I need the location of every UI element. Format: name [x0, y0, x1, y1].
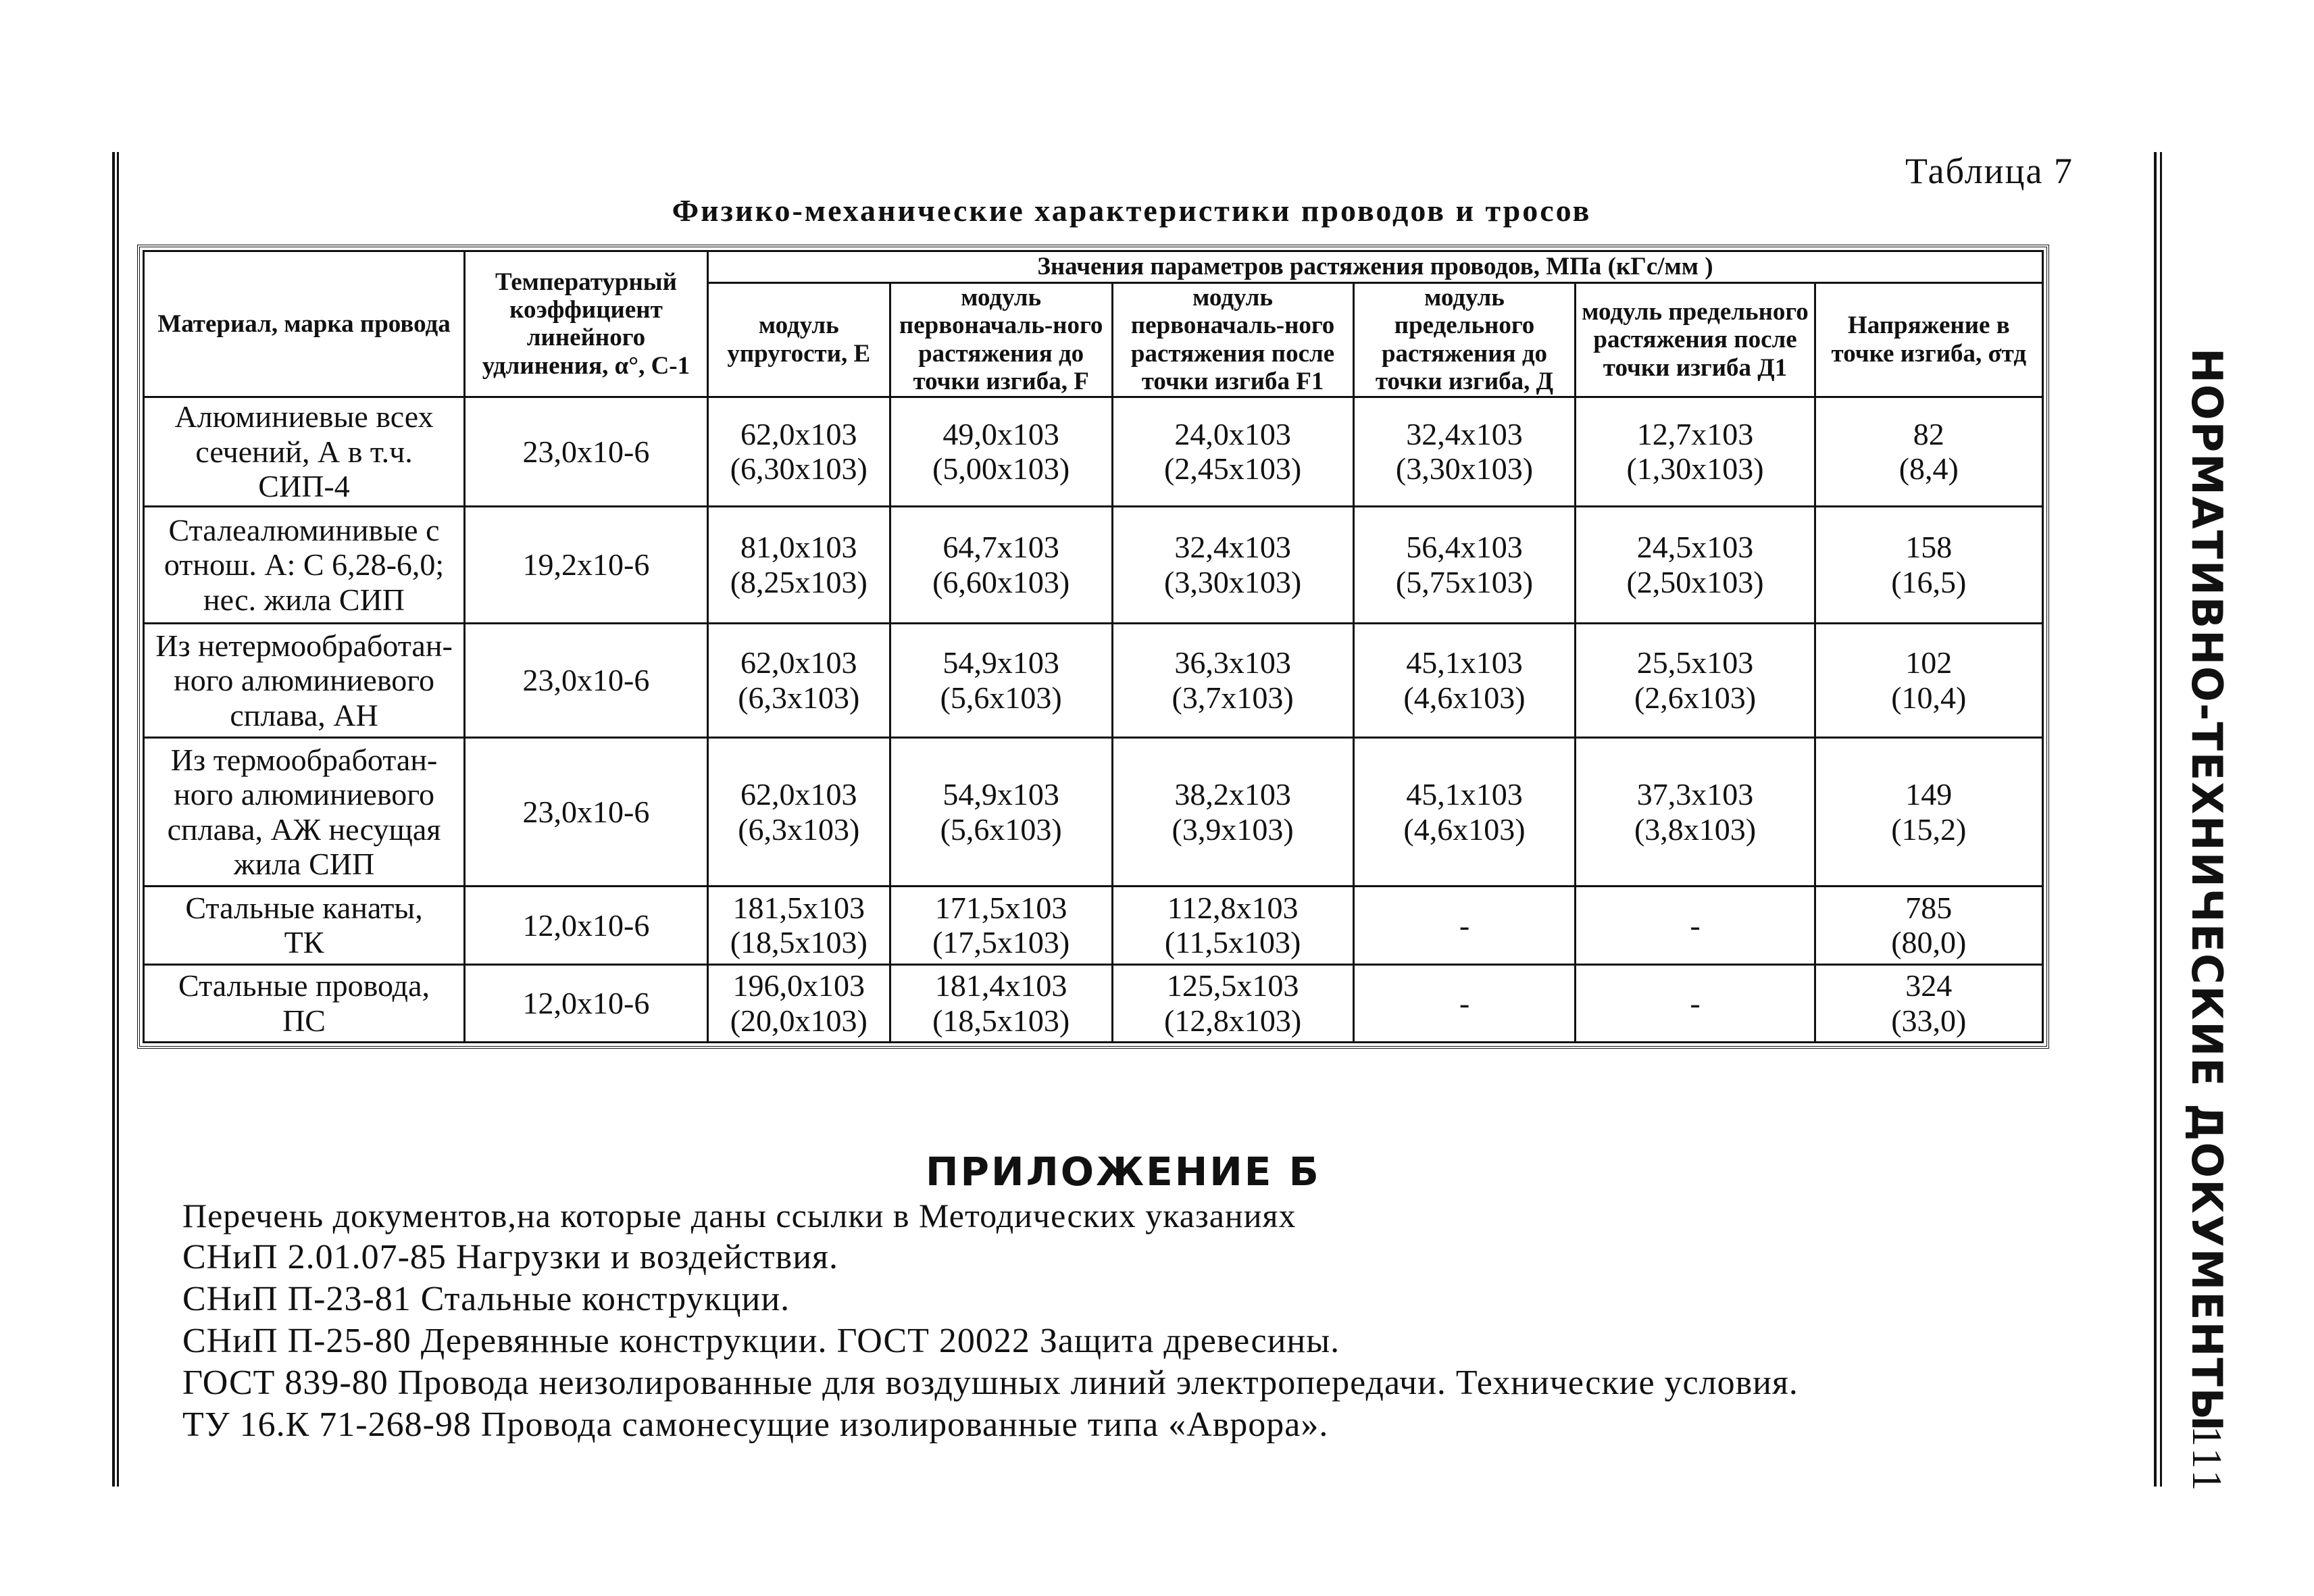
value-mpa: 12,7x103 [1636, 416, 1754, 451]
value-mpa: 25,5x103 [1636, 645, 1754, 680]
value-kgf: (33,0) [1891, 1003, 1967, 1038]
value-kgf: (18,5x103) [932, 1003, 1070, 1038]
page-frame-left [112, 152, 119, 1487]
value-mpa: 37,3x103 [1636, 777, 1754, 812]
value-mpa: - [1459, 907, 1470, 943]
cell-temperature-coefficient: 23,0x10-6 [465, 397, 708, 506]
material-line: сплава, АН [230, 697, 378, 732]
value-kgf: (5,6x103) [940, 812, 1062, 847]
value-mpa: 324 [1905, 968, 1953, 1003]
value-kgf: (2,50x103) [1626, 565, 1764, 599]
value-kgf: (4,6x103) [1403, 680, 1526, 715]
value-mpa: 181,5x103 [732, 890, 865, 925]
value-kgf: (6,3x103) [738, 812, 860, 847]
cell-value [890, 887, 1112, 964]
cell-value [890, 737, 1112, 886]
cell-temperature-coefficient: 12,0x10-6 [465, 964, 708, 1042]
material-line: жила СИП [233, 847, 375, 882]
header-initial-modulus-before-bend: модуль первоначаль-ного растяжения до точки изгиба, F [890, 283, 1112, 397]
value-mpa: 81,0x103 [740, 530, 857, 565]
material-line: Алюминиевые всех [174, 399, 434, 434]
value-kgf: (6,60x103) [932, 565, 1070, 599]
cell-value [707, 737, 890, 886]
value-mpa: 62,0x103 [740, 416, 857, 451]
cell-value [1576, 507, 1815, 624]
header-bend-point-stress: Напряжение в точке изгиба, σтд [1815, 283, 2042, 397]
header-initial-modulus-after-bend: модуль первоначаль-ного растяжения после точки изгиба F1 [1112, 283, 1353, 397]
cell-value [1112, 507, 1353, 624]
cell-value [1112, 887, 1353, 964]
cell-value [1112, 737, 1353, 886]
value-mpa: 56,4x103 [1406, 530, 1523, 565]
material-line: Стальные канаты, [185, 890, 423, 925]
material-line: сплава, АЖ несущая [167, 812, 441, 847]
cell-value [1353, 887, 1576, 964]
value-kgf: (8,4) [1898, 451, 1959, 487]
cell-value [1815, 397, 2042, 506]
cell-value [890, 397, 1112, 506]
cell-value [890, 964, 1112, 1042]
cell-value [1353, 624, 1576, 738]
material-line: нес. жила СИП [203, 582, 405, 617]
value-kgf: (5,00x103) [932, 451, 1070, 487]
cell-value [1576, 887, 1815, 964]
cell-material [144, 964, 465, 1042]
cell-value [1353, 507, 1576, 624]
value-mpa: 54,9x103 [942, 645, 1059, 680]
value-kgf: (8,25x103) [730, 565, 867, 599]
table-header [144, 251, 2043, 397]
value-mpa: 149 [1905, 777, 1953, 812]
value-kgf: (18,5x103) [730, 925, 867, 960]
cell-value [1112, 397, 1353, 506]
cell-value [1353, 397, 1576, 506]
value-kgf: (1,30x103) [1626, 451, 1764, 487]
material-line: Из нетермообработан- [155, 628, 453, 663]
value-kgf: (2,45x103) [1164, 451, 1302, 487]
material-line: Сталеалюминивые с [168, 512, 440, 547]
value-mpa: - [1690, 907, 1701, 943]
cell-material [144, 507, 465, 624]
value-kgf: (3,30x103) [1395, 451, 1534, 487]
cell-temperature-coefficient: 23,0x10-6 [465, 624, 708, 738]
cell-temperature-coefficient: 23,0x10-6 [465, 737, 708, 886]
side-section-heading: НОРМАТИВНО-ТЕХНИЧЕСКИЕ ДОКУМЕНТЫ [2182, 348, 2232, 1433]
value-kgf: (3,30x103) [1164, 565, 1302, 599]
value-kgf: (3,9x103) [1172, 812, 1294, 847]
value-kgf: (17,5x103) [932, 925, 1070, 960]
cell-material [144, 624, 465, 738]
material-line: ПС [282, 1003, 326, 1038]
header-ultimate-modulus-after-bend: модуль предельного растяжения после точки изгиба Д1 [1576, 283, 1815, 397]
cell-value [707, 964, 890, 1042]
value-mpa: 64,7x103 [942, 530, 1059, 565]
value-mpa: 785 [1905, 890, 1953, 925]
cell-value [707, 507, 890, 624]
material-line: ТК [284, 925, 324, 960]
header-temperature-coefficient: Температурный коэффициент линейного удлинения, α°, C-1 [465, 251, 708, 397]
material-line: ного алюминиевого [174, 663, 434, 698]
table-number: Таблица 7 [1905, 151, 2073, 191]
value-kgf: (3,8x103) [1634, 812, 1757, 847]
appendix-title: ПРИЛОЖЕНИЕ Б [926, 1149, 1321, 1195]
reference-item: ГОСТ 839-80 Провода неизолированные для воздушных линий электропередачи. Технические условия. [182, 1364, 1799, 1402]
value-mpa: 171,5x103 [934, 890, 1067, 925]
value-kgf: (20,0x103) [730, 1003, 867, 1038]
material-line: сечений, А в т.ч. СИП-4 [195, 434, 413, 504]
value-mpa: 45,1x103 [1406, 645, 1523, 680]
value-kgf: (5,75x103) [1395, 565, 1534, 599]
table-body [144, 397, 2043, 1042]
header-tension-parameters: Значения параметров растяжения проводов, МПа (кГс/мм ) [707, 251, 2042, 283]
appendix-reference-list [182, 1195, 2128, 1446]
value-mpa: 32,4x103 [1174, 530, 1291, 565]
table-title: Физико-механические характеристики проводов и тросов [672, 193, 1592, 228]
reference-item: СНиП П-25-80 Деревянные конструкции. ГОСТ 20022 Защита древесины. [182, 1322, 1340, 1360]
cell-material [144, 397, 465, 506]
value-mpa: 62,0x103 [740, 777, 857, 812]
value-mpa: 82 [1913, 416, 1944, 451]
value-mpa: 181,4x103 [934, 968, 1067, 1003]
value-kgf: (11,5x103) [1164, 925, 1301, 960]
value-kgf: (12,8x103) [1164, 1003, 1302, 1038]
value-mpa: 45,1x103 [1406, 777, 1523, 812]
material-line: ного алюминиевого [174, 777, 434, 812]
value-mpa: 36,3x103 [1174, 645, 1291, 680]
cell-value [1576, 737, 1815, 886]
reference-item: ТУ 16.К 71-268-98 Провода самонесущие изолированные типа «Аврора». [182, 1405, 1329, 1444]
material-line: Из термообработан- [170, 742, 438, 777]
value-kgf: (6,30x103) [730, 451, 867, 487]
value-kgf: (4,6x103) [1403, 812, 1526, 847]
value-mpa: 158 [1905, 530, 1953, 565]
value-mpa: 102 [1905, 645, 1953, 680]
reference-item: СНиП П-23-81 Стальные конструкции. [182, 1280, 790, 1318]
cell-material [144, 737, 465, 886]
value-kgf: (2,6x103) [1634, 680, 1757, 715]
properties-table-frame [137, 245, 2049, 1049]
material-line: Стальные провода, [178, 968, 430, 1003]
cell-material [144, 887, 465, 964]
cell-value [1815, 964, 2042, 1042]
cell-value [1112, 964, 1353, 1042]
value-mpa: 24,0x103 [1174, 416, 1291, 451]
cell-temperature-coefficient: 19,2x10-6 [465, 507, 708, 624]
cell-value [707, 397, 890, 506]
value-mpa: 125,5x103 [1166, 968, 1299, 1003]
page-number: 111 [2184, 1426, 2230, 1494]
value-mpa: 32,4x103 [1406, 416, 1523, 451]
header-material: Материал, марка провода [144, 251, 465, 397]
value-kgf: (10,4) [1891, 680, 1967, 715]
cell-value [1353, 737, 1576, 886]
table-row [144, 737, 2043, 886]
value-kgf: (80,0) [1891, 925, 1967, 960]
value-mpa: 24,5x103 [1636, 530, 1754, 565]
value-mpa: 38,2x103 [1174, 777, 1291, 812]
cell-value [890, 507, 1112, 624]
value-kgf: (3,7x103) [1172, 680, 1294, 715]
table-row [144, 507, 2043, 624]
value-kgf: (5,6x103) [940, 680, 1062, 715]
header-ultimate-modulus-before-bend: модуль предельного растяжения до точки изгиба, Д [1353, 283, 1576, 397]
cell-value [1576, 624, 1815, 738]
value-kgf: (15,2) [1891, 812, 1967, 847]
value-mpa: 49,0x103 [942, 416, 1059, 451]
value-mpa: 196,0x103 [732, 968, 865, 1003]
value-kgf: (16,5) [1891, 565, 1967, 599]
cell-value [707, 887, 890, 964]
properties-table [143, 250, 2044, 1043]
cell-value [1112, 624, 1353, 738]
header-elastic-modulus: модуль упругости, Е [707, 283, 890, 397]
cell-value [1576, 397, 1815, 506]
value-kgf: (6,3x103) [738, 680, 860, 715]
cell-value [1815, 624, 2042, 738]
table-row [144, 964, 2043, 1042]
table-row [144, 624, 2043, 738]
table-row [144, 397, 2043, 506]
cell-value [1815, 887, 2042, 964]
page-frame-right [2154, 152, 2162, 1487]
cell-value [1576, 964, 1815, 1042]
table-row [144, 887, 2043, 964]
value-mpa: 112,8x103 [1167, 890, 1299, 925]
cell-value [890, 624, 1112, 738]
cell-temperature-coefficient: 12,0x10-6 [465, 887, 708, 964]
cell-value [707, 624, 890, 738]
value-mpa: - [1690, 986, 1701, 1021]
cell-value [1815, 507, 2042, 624]
appendix-intro: Перечень документов,на которые даны ссылки в Методических указаниях [182, 1197, 1297, 1235]
material-line: отнош. А: С 6,28-6,0; [164, 547, 445, 582]
cell-value [1815, 737, 2042, 886]
value-mpa: - [1459, 986, 1470, 1021]
value-mpa: 62,0x103 [740, 645, 857, 680]
value-mpa: 54,9x103 [942, 777, 1059, 812]
cell-value [1353, 964, 1576, 1042]
reference-item: СНиП 2.01.07-85 Нагрузки и воздействия. [182, 1238, 838, 1276]
